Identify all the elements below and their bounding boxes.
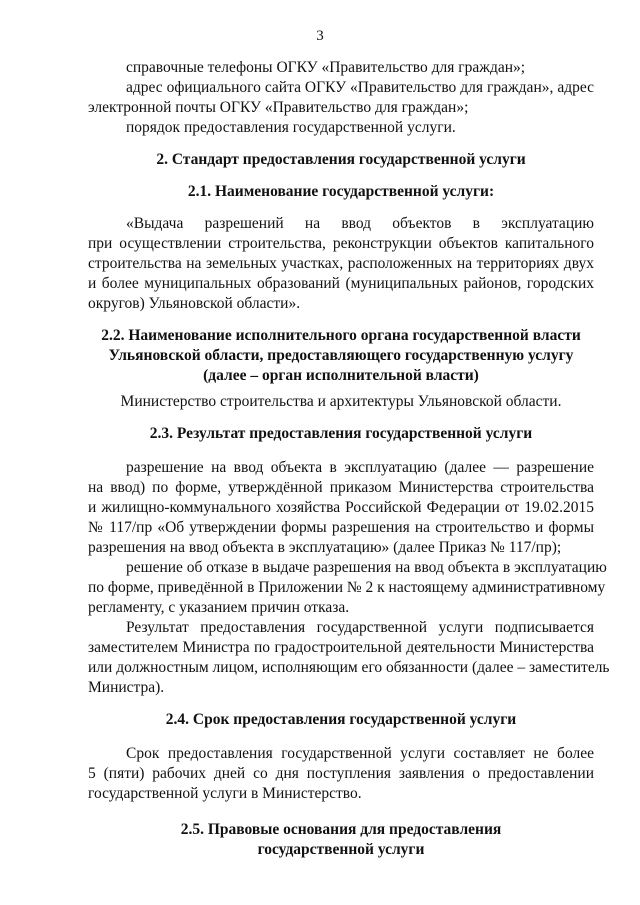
intro-line: справочные телефоны ОГКУ «Правительство для граждан»; [126, 59, 526, 76]
paragraph-line: строительства на земельных участках, расположенных на территориях двух [88, 255, 594, 272]
section-2-2-heading: (далее – орган исполнительной власти) [203, 367, 479, 384]
authority-name: Министерство строительства и архитектуры Ульяновской области. [120, 393, 562, 410]
paragraph-line: округов) Ульяновской области». [88, 295, 301, 312]
paragraph-line: на ввод) по форме, утверждённой приказом Министерства строительства [88, 479, 594, 496]
paragraph-line: разрешения на ввод объекта в эксплуатацию» (далее Приказ № 117/пр); [88, 539, 562, 556]
paragraph-line: заместителем Министра по градостроительной деятельности Министерства [88, 639, 594, 656]
page-number: 3 [316, 28, 324, 44]
section-2-4-heading: 2.4. Срок предоставления государственной услуги [165, 711, 517, 728]
paragraph-line: регламенту, с указанием причин отказа. [88, 599, 350, 616]
paragraph-line: «Выдача разрешений на ввод объектов в эксплуатацию [126, 215, 594, 232]
section-2-1-heading: 2.1. Наименование государственной услуги: [187, 183, 495, 200]
paragraph-line: Результат предоставления государственной услуги подписывается [126, 619, 594, 636]
section-2-5-heading: государственной услуги [257, 841, 425, 858]
paragraph-line: Срок предоставления государственной услуги составляет не более [126, 745, 594, 762]
intro-line: электронной почты ОГКУ «Правительство для граждан»; [88, 99, 469, 116]
section-2-2-heading: Ульяновской области, предоставляющего государственную услугу [108, 347, 574, 364]
paragraph-line: 5 (пяти) рабочих дней со дня поступления заявления о предоставлении [88, 765, 594, 782]
section-2-5-heading: 2.5. Правовые основания для предоставления [180, 821, 502, 838]
paragraph-line: и жилищно-коммунального хозяйства Российской Федерации от 19.02.2015 [88, 499, 594, 516]
paragraph-line: № 117/пр «Об утверждении формы разрешения на строительство и формы [88, 519, 594, 536]
intro-line: адрес официального сайта ОГКУ «Правительство для граждан», адрес [126, 79, 594, 96]
section-2-3-heading: 2.3. Результат предоставления государственной услуги [149, 425, 533, 442]
paragraph-line: по форме, приведённой в Приложении № 2 к настоящему административному [88, 579, 606, 596]
paragraph-line: государственной услуги в Министерство. [88, 785, 362, 802]
paragraph-line: и более муниципальных образований (муниципальных районов, городских [88, 275, 594, 292]
paragraph-line: или должностным лицом, исполняющим его обязанности (далее – заместитель [88, 659, 610, 676]
paragraph-line: решение об отказе в выдаче разрешения на ввод объекта в эксплуатацию [126, 559, 607, 576]
paragraph-line: Министра). [88, 679, 165, 696]
paragraph-line: разрешение на ввод объекта в эксплуатацию (далее — разрешение [126, 459, 594, 476]
intro-line: порядок предоставления государственной услуги. [126, 119, 456, 136]
paragraph-line: при осуществлении строительства, реконструкции объектов капитального [88, 235, 594, 252]
section-2-heading: 2. Стандарт предоставления государственной услуги [156, 151, 526, 168]
section-2-2-heading: 2.2. Наименование исполнительного органа государственной власти [101, 327, 581, 344]
